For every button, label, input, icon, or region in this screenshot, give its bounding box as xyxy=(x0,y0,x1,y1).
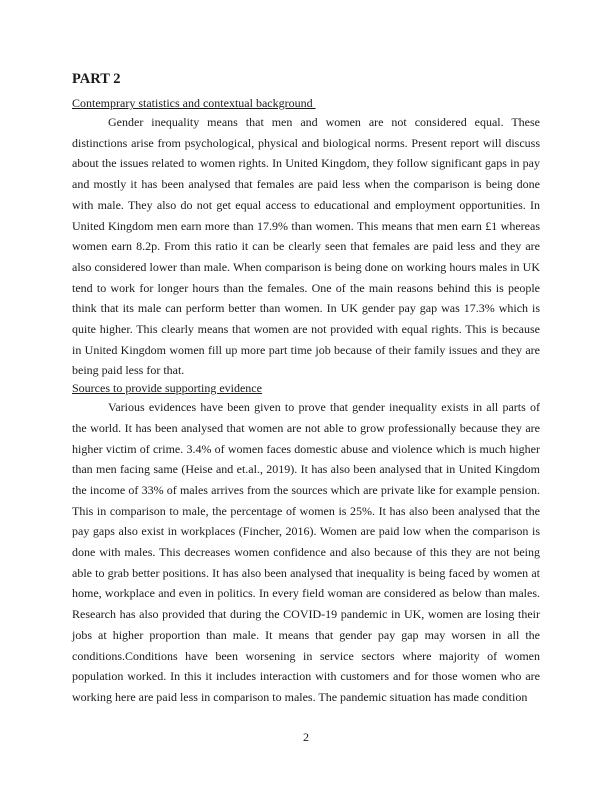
document-page xyxy=(72,70,540,708)
part-title: PART 2 xyxy=(72,71,121,87)
paragraph-supporting-evidence: Various evidences have been given to prove that gender inequality exists in all parts of the world. It has been analysed that women are not able to grow professionally because they are higher victim of crime. 3.4% of women faces domestic abuse and violence which is much higher than men facing same (Heise and et.al., 2019). It has also been analysed that in United Kingdom the income of 33% of males arrives from the sources which are private like for example pension. This in comparison to male, the percentage of women is 25%. It has also been analysed that the pay gaps also exist in workplaces (Fincher, 2016). Women are paid low when the comparison is done with males. This decreases women confidence and also because of this they are not being able to grab better positions. It has also been analysed that inequality is being faced by women at home, workplace and even in politics. In every field woman are considered as below than males. Research has also provided that during the COVID-19 pandemic in UK, women are losing their jobs at higher proportion than male. It means that gender pay gap may worsen in all the conditions.Conditions have been worsening in service sectors where majority of women population worked. In this it includes interaction with customers and for those women who are working here are paid less in comparison to males. The pandemic situation has made condition xyxy=(72,400,540,704)
section-heading-supporting-evidence: Sources to provide supporting evidence xyxy=(72,381,262,396)
section-heading-contextual-background: Contemprary statistics and contextual background xyxy=(72,96,316,110)
page-number: 2 xyxy=(303,730,309,744)
paragraph-gender-inequality: Gender inequality means that men and women are not considered equal. These distinctions arise from psychological, physical and biological norms. Present report will discuss about the issues related to women rights. In United Kingdom, they follow significant gaps in pay and mostly it has been analysed that females are paid less when the comparison is being done with male. They also do not get equal access to educational and employment opportunities. In United Kingdom men earn more than 17.9% than women. This means that men earn £1 whereas women earn 8.2p. From this ratio it can be clearly seen that females are paid less and they are also considered lower than male. When comparison is being done on working hours males in UK tend to work for longer hours than the females. One of the main reasons behind this is people think that its male can perform better than women. In UK gender pay gap was 17.3% which is quite higher. This clearly means that women are not provided with equal rights. This is because in United Kingdom women fill up more part time job because of their family issues and they are being paid less for that. xyxy=(72,115,540,378)
